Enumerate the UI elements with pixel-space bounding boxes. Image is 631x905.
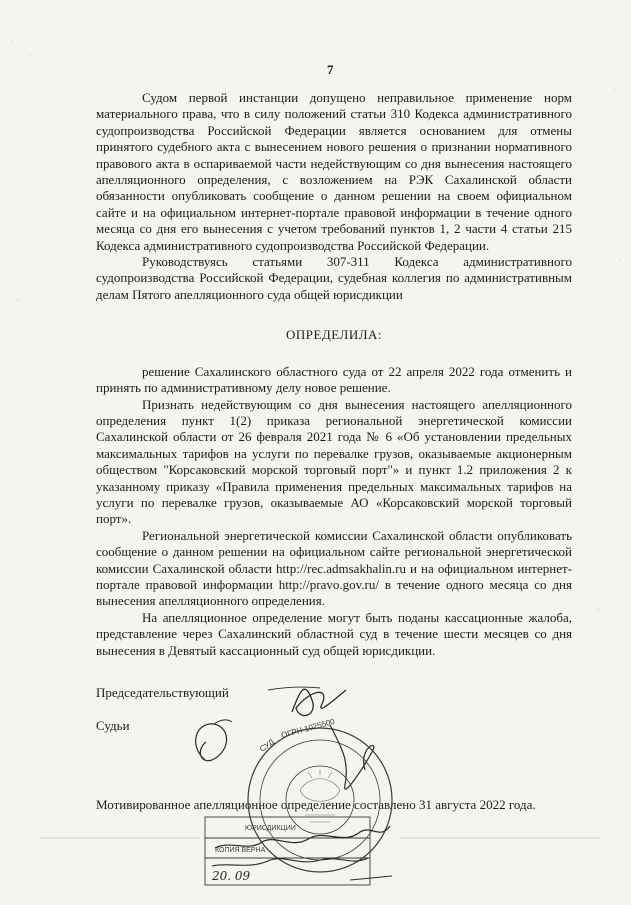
seal-ring-text: ОГРН 1025500	[280, 716, 336, 740]
svg-text:20. 09: 20. 09	[212, 869, 251, 883]
judge-signature-1	[196, 724, 227, 761]
certifier-signature	[215, 826, 390, 848]
paragraph-invalidate: Признать недействующим со дня вынесения настоящего апелляционного определения пункт 1(2) приказа региональной энергетической комиссии Сахалинской области от 26 февраля 2021 года № 6 «Об установлении предельных максимальных тарифов на услуги по перевалке грузов, оказываемые акционерным обществом "Корсаковский морской торговый порт"» и пункт 1.2 приложения 2 к указанному приказу «Правила применения предельных максимальных тарифов на услуги по перевалке грузов, оказываемые АО «Корсаковский морской торговый порт».	[96, 396, 572, 527]
reasoned-ruling-date: Мотивированное апелляционное определение составлено 31 августа 2022 года.	[96, 797, 536, 812]
svg-text:ЮРИСДИКЦИИ: ЮРИСДИКЦИИ	[245, 825, 296, 832]
paragraph-decision: решение Сахалинского областного суда от 22 апреля 2022 года отменить и принять по административному делу новое решение.	[96, 363, 572, 396]
presiding-signature	[292, 689, 346, 715]
svg-text:СУД: СУД	[257, 737, 276, 754]
paragraph-grounds: Судом первой инстанции допущено неправильное применение норм материального права, что в силу положений статьи 310 Кодекса административного судопроизводства Российской Федерации является основанием для отмены принятого судебного акта с вынесением нового решения о признании нормативного правового акта в оспариваемой части недействующим со дня вынесения настоящего апелляционного определения, с возложением на РЭК Сахалинской области обязанности опубликовать сообщение о данном решении на своем официальном сайте и на официальном интернет-портале правовой информации в течение одного месяца со дня его вынесения с учетом требований пунктов 1, 2 части 4 статьи 215 Кодекса административного судопроизводства Российской Федерации.	[96, 90, 572, 253]
document-body	[96, 90, 572, 659]
paragraph-publish: Региональной энергетической комиссии Сахалинской области опубликовать сообщение о данном решении на официальном сайте региональной энергетической комиссии Сахалинской области http://rec.admsakhalin.ru и на официальном интернет-портале правовой информации http://pravo.gov.ru/ в течение одного месяца со дня вынесения апелляционного определения.	[96, 527, 572, 609]
paragraph-guided-by: Руководствуясь статьями 307-311 Кодекса административного судопроизводства Российской Федерации, судебная коллегия по административным делам Пятого апелляционного суда общей юрисдикции	[96, 254, 572, 302]
presiding-judge-label: Председательствующий	[96, 685, 229, 700]
ruling-heading: ОПРЕДЕЛИЛА:	[285, 327, 383, 343]
svg-text:КОПИЯ ВЕРНА: КОПИЯ ВЕРНА	[215, 847, 266, 854]
page-number: 7	[327, 62, 334, 77]
judge-signature-2	[330, 725, 374, 789]
court-seal	[248, 717, 392, 872]
paragraph-appeal: На апелляционное определение могут быть поданы кассационные жалоба, представление через Сахалинский областной суд в течение шести месяцев со дня вынесения в Девятый кассационный суд общей юрисдикции.	[96, 609, 572, 658]
judges-label: Судьи	[96, 718, 130, 733]
certification-stamp	[205, 817, 370, 885]
